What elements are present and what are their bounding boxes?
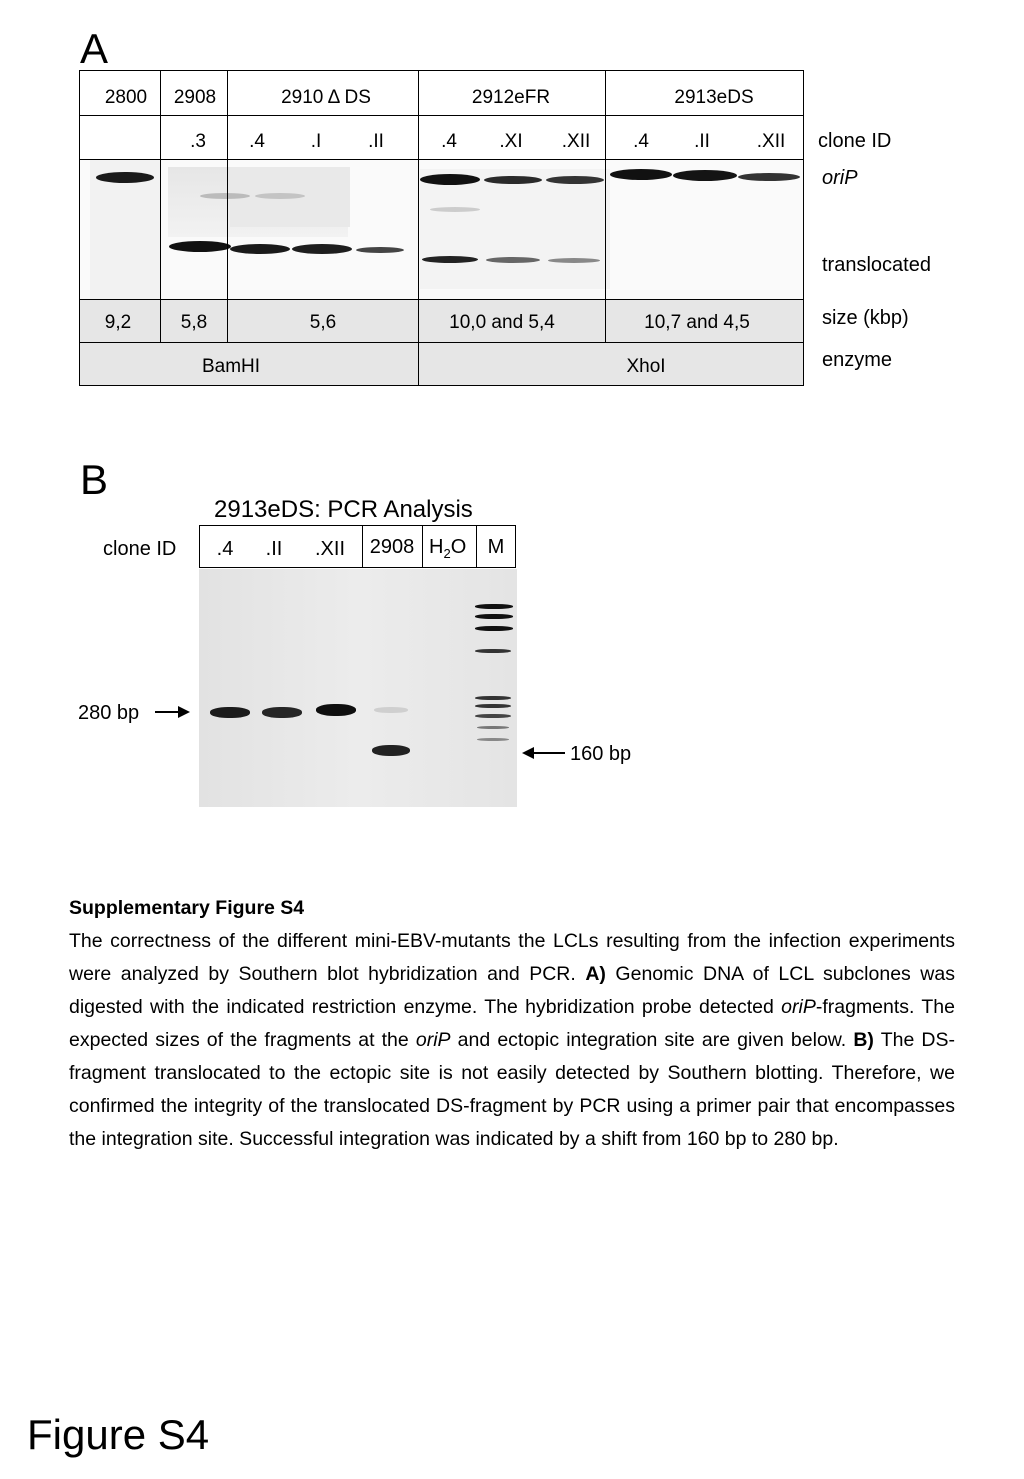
gel-band xyxy=(374,707,408,713)
pcr-gel-image xyxy=(199,569,517,807)
clone-id: .4 xyxy=(441,131,457,152)
blot-band xyxy=(430,207,480,212)
lane-label: 2908 xyxy=(369,536,415,558)
side-label-translocated: translocated xyxy=(822,254,931,276)
blot-band xyxy=(292,244,352,254)
blot-band xyxy=(486,257,540,263)
lane-label: .II xyxy=(265,538,283,560)
caption-body: The correctness of the different mini-EBV-mutants the LCLs resulting from the infection experiments were analyzed by Southern blot hybridization and PCR. A) Genomic DNA of LCL subclones was digested with the indicated restriction enzyme. The hybridization probe detected oriP-fragments. The expected sizes of the fragments at the oriP and ectopic integration site are given below. B) The DS-fragment translocated to the ectopic site is not easily detected by Southern blotting. Therefore, we confirmed the integrity of the translocated DS-fragment by PCR using a primer pair that encompasses the integration site. Successful integration was indicated by a shift from 160 bp to 280 bp. xyxy=(69,930,956,1150)
clone-id: .4 xyxy=(633,131,649,152)
size-value: 9,2 xyxy=(104,312,132,333)
ladder-band xyxy=(475,604,513,609)
enzyme-row-bg xyxy=(80,343,803,385)
size-value: 10,7 and 4,5 xyxy=(644,312,750,333)
figure-caption xyxy=(69,892,955,1156)
header-2913: 2913eDS xyxy=(674,87,754,108)
header-2910: 2910 Δ DS xyxy=(281,87,371,108)
ladder-band xyxy=(475,696,511,700)
ladder-band xyxy=(475,649,511,653)
gel-band xyxy=(372,745,410,756)
blot-band xyxy=(546,176,604,184)
southern-blot-table xyxy=(79,70,804,386)
pcr-title: 2913eDS: PCR Analysis xyxy=(214,496,473,523)
lane-label-h2o: $H_2O$ xyxy=(429,536,467,561)
size-value: 10,0 and 5,4 xyxy=(449,312,555,333)
panel-a-letter: A xyxy=(80,25,109,72)
blot-band xyxy=(356,247,404,253)
label-280bp: 280 bp xyxy=(78,702,140,724)
blot-band xyxy=(738,173,800,181)
ladder-band xyxy=(477,726,509,729)
clone-id: .4 xyxy=(249,131,265,152)
gel-band xyxy=(316,704,356,716)
blot-band xyxy=(230,244,290,254)
size-value: 5,6 xyxy=(309,312,337,333)
blot-band xyxy=(255,193,305,199)
enzyme-bamhi: BamHI xyxy=(201,356,261,377)
clone-id: .XII xyxy=(561,131,591,152)
ladder-band xyxy=(475,714,511,718)
side-label-clone-id: clone ID xyxy=(818,130,892,152)
arrow-left-icon xyxy=(520,744,566,762)
side-label-enzyme: enzyme xyxy=(822,349,893,371)
label-160bp: 160 bp xyxy=(570,743,632,765)
gel-band xyxy=(210,707,250,718)
blot-band xyxy=(200,193,250,199)
side-label-size: size (kbp) xyxy=(822,307,909,329)
southern-blot-image xyxy=(80,159,803,299)
ladder-band xyxy=(475,704,511,708)
ladder-band xyxy=(475,614,513,619)
clone-id: .II xyxy=(368,131,384,152)
blot-band xyxy=(422,256,478,263)
blot-band xyxy=(673,170,737,181)
pcr-lane-header xyxy=(199,525,516,568)
enzyme-xhoi: XhoI xyxy=(626,356,666,377)
size-value: 5,8 xyxy=(180,312,208,333)
figure-label: Figure S4 xyxy=(27,1411,210,1458)
ladder-band xyxy=(477,738,509,741)
clone-id: .XI xyxy=(499,131,523,152)
clone-id: .XII xyxy=(756,131,786,152)
clone-id: .I xyxy=(310,131,322,152)
header-2912: 2912eFR xyxy=(471,87,551,108)
header-2800: 2800 xyxy=(104,87,148,108)
lane-label: .XII xyxy=(314,538,346,560)
pcr-clone-id-label: clone ID xyxy=(103,538,177,560)
blot-band xyxy=(169,241,231,252)
side-label-orip: oriP xyxy=(822,167,858,189)
blot-band xyxy=(96,172,154,183)
clone-id: .II xyxy=(694,131,710,152)
panel-b-letter: B xyxy=(80,456,109,503)
lane-label: M xyxy=(487,536,505,558)
ladder-band xyxy=(475,626,513,631)
blot-band xyxy=(548,258,600,263)
clone-id: .3 xyxy=(190,131,206,152)
caption-title: Supplementary Figure S4 xyxy=(69,897,305,919)
lane-label: .4 xyxy=(216,538,234,560)
blot-band xyxy=(420,174,480,185)
blot-band xyxy=(610,169,672,180)
arrow-right-icon xyxy=(154,703,192,721)
header-2908: 2908 xyxy=(173,87,217,108)
blot-band xyxy=(484,176,542,184)
gel-band xyxy=(262,707,302,718)
